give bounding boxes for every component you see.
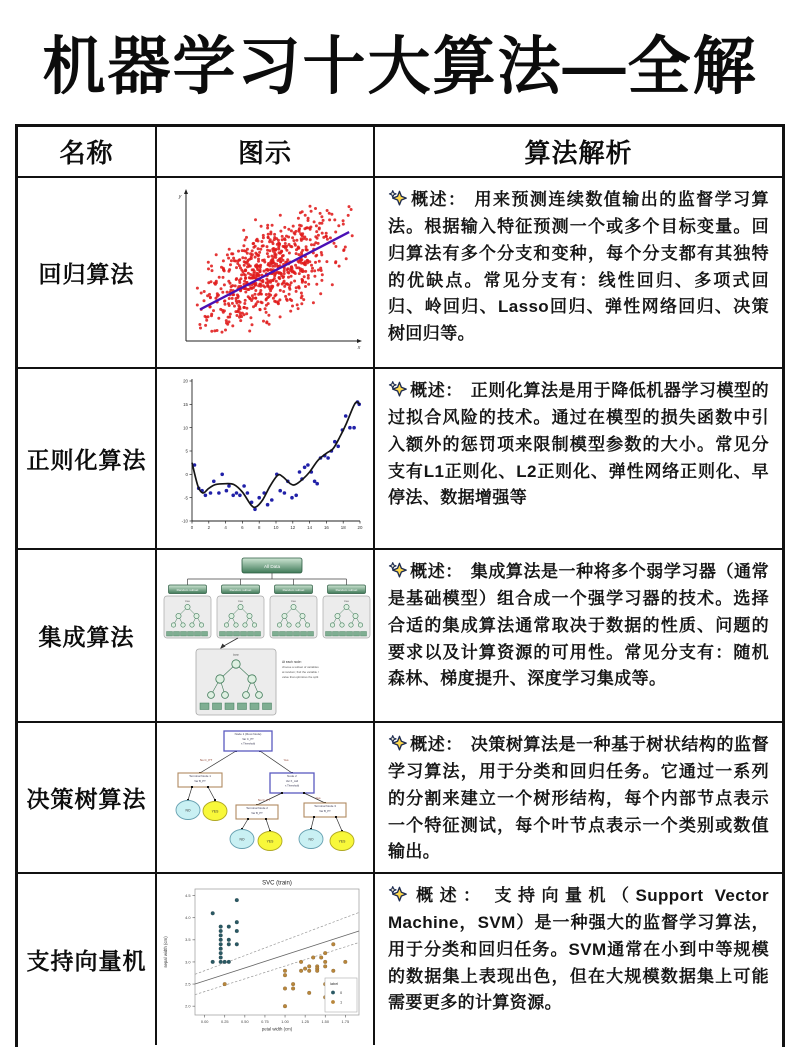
sparkles-icon	[388, 885, 407, 904]
svg-text:0: 0	[340, 989, 343, 995]
regression-scatter-illustration	[157, 178, 375, 367]
svg-text:0.25: 0.25	[220, 1018, 229, 1024]
svg-text:10: 10	[183, 424, 188, 430]
svg-text:1.25: 1.25	[301, 1018, 309, 1024]
svg-text:Terminal Node 3: Terminal Node 3	[314, 803, 336, 808]
svg-text:petal width (cm): petal width (cm)	[261, 1026, 293, 1031]
svg-text:≤ Threshold: ≤ Threshold	[284, 783, 300, 787]
svg-text:0.75: 0.75	[261, 1018, 269, 1024]
analysis-text: 决策树算法是一种基于树状结构的监督学习算法，用于分类和回归任务。它通过一系列的分割来建立一个树形结构，每个内部节点表示一个特征测试，每个叶节点表示一个类别或数值输出。	[388, 735, 769, 862]
table-row	[18, 369, 782, 550]
svg-text:NO: NO	[185, 807, 191, 812]
svg-text:1.00: 1.00	[281, 1018, 289, 1024]
overview-label: 概述：	[410, 886, 487, 905]
svg-text:Terminal Node 2: Terminal Node 2	[246, 805, 268, 810]
svg-text:tree: tree	[343, 598, 350, 603]
algorithm-analysis	[375, 178, 782, 367]
svg-text:0: 0	[185, 471, 188, 477]
svg-text:Var B_PT: Var B_PT	[251, 811, 263, 815]
svg-text:2.5: 2.5	[185, 980, 191, 986]
svg-text:Var C_PT: Var C_PT	[242, 737, 254, 741]
svg-text:YES: YES	[338, 838, 346, 843]
svg-text:5: 5	[185, 448, 188, 454]
svm-plot-illustration	[157, 874, 375, 1045]
svg-text:No C_PT: No C_PT	[257, 797, 271, 802]
svg-text:16: 16	[323, 524, 329, 530]
svg-text:8: 8	[257, 524, 261, 530]
svg-text:SVC (train): SVC (train)	[262, 880, 292, 886]
svg-text:Random subset: Random subset	[335, 587, 358, 592]
column-header-name: 名称	[18, 127, 157, 176]
sparkles-icon	[388, 561, 407, 580]
algorithm-name: 支持向量机	[18, 874, 157, 1045]
column-header-illustration: 图示	[157, 127, 375, 176]
svg-text:Random subset: Random subset	[176, 587, 199, 592]
svg-text:10: 10	[273, 524, 279, 530]
svg-text:15: 15	[183, 401, 188, 407]
svg-text:YES: YES	[211, 808, 219, 813]
table-row	[18, 178, 782, 369]
svg-text:0: 0	[190, 524, 194, 530]
svg-text:2: 2	[207, 524, 211, 530]
ensemble-diagram-illustration	[157, 550, 375, 721]
svg-text:Random subset: Random subset	[282, 587, 305, 592]
analysis-text: 用来预测连续数值输出的监督学习算法。根据输入特征预测一个或多个目标变量。回归算法有多个分支和变种，每个分支都有其独特的优缺点。常见分支有：线性回归、多项式回归、岭回归、Lasso回归、弹性网络回归、决策树回归等。	[388, 190, 769, 344]
svg-text:12: 12	[290, 524, 296, 530]
svg-text:value that optimizes the split: value that optimizes the split	[282, 674, 319, 679]
svg-text:label: label	[330, 980, 339, 986]
svg-text:20: 20	[183, 378, 188, 384]
overview-label: 概述：	[410, 735, 463, 754]
svg-text:Yes: Yes	[315, 795, 321, 800]
svg-text:NO: NO	[308, 836, 314, 841]
svg-text:tree: tree	[233, 652, 239, 657]
sparkles-icon	[388, 189, 407, 208]
svg-text:-10: -10	[181, 518, 188, 524]
algorithm-analysis	[375, 369, 782, 548]
svg-text:Node 1 (Root Node): Node 1 (Root Node)	[234, 731, 262, 736]
algorithm-name: 决策树算法	[18, 723, 157, 872]
algorithm-analysis	[375, 550, 782, 721]
table-row	[18, 874, 782, 1045]
svg-text:1.50: 1.50	[321, 1018, 330, 1024]
regularization-curve-illustration	[157, 369, 375, 548]
svg-text:y: y	[178, 193, 182, 200]
svg-text:6: 6	[241, 524, 244, 530]
algorithm-analysis	[375, 874, 782, 1045]
svg-text:1.75: 1.75	[341, 1018, 350, 1024]
svg-text:at random; find the variable /: at random; find the variable /	[282, 669, 319, 674]
svg-text:choose a subset of variables: choose a subset of variables	[282, 664, 319, 669]
algorithm-name: 回归算法	[18, 178, 157, 367]
svg-text:1: 1	[340, 999, 343, 1004]
svg-text:2.0: 2.0	[185, 1003, 191, 1009]
svg-text:All Data: All Data	[263, 563, 281, 569]
svg-text:Terminal Node 1: Terminal Node 1	[189, 773, 211, 778]
table-row	[18, 723, 782, 874]
svg-text:3.0: 3.0	[185, 958, 191, 964]
svg-text:0.00: 0.00	[200, 1018, 209, 1024]
algorithm-name: 正则化算法	[18, 369, 157, 548]
svg-text:Var B_PT: Var B_PT	[319, 809, 331, 813]
svg-text:4.0: 4.0	[185, 914, 191, 920]
algorithms-table	[15, 124, 785, 1047]
svg-text:YES: YES	[266, 838, 274, 843]
svg-text:NO: NO	[239, 836, 245, 841]
svg-text:tree: tree	[237, 598, 244, 603]
svg-text:4: 4	[224, 524, 227, 530]
table-row	[18, 550, 782, 723]
sparkles-icon	[388, 380, 407, 399]
svg-text:Var B_PT: Var B_PT	[194, 779, 206, 783]
svg-text:Var X_mid: Var X_mid	[285, 779, 299, 783]
decision-tree-illustration	[157, 723, 375, 872]
analysis-text: 支持向量机（Support Vector Machine，SVM）是一种强大的监督学习算法，用于分类和回归任务。SVM通常在小到中等规模的数据集上表现出色，但在大规模数据集上可能需要更多的计算资源。	[388, 886, 769, 1013]
overview-label: 概述：	[410, 381, 463, 400]
svg-text:At each node:: At each node:	[282, 659, 302, 664]
svg-text:3.5: 3.5	[185, 936, 191, 942]
page-title: 机器学习十大算法—全解	[42, 32, 758, 102]
table-header-row	[18, 127, 782, 178]
svg-text:tree: tree	[290, 598, 297, 603]
overview-label: 概述：	[410, 190, 467, 209]
svg-text:14: 14	[307, 524, 313, 530]
svg-text:≤ Threshold: ≤ Threshold	[240, 741, 256, 745]
svg-text:18: 18	[340, 524, 346, 530]
svg-text:tree: tree	[184, 598, 191, 603]
svg-text:Yes: Yes	[283, 757, 289, 762]
svg-text:4.5: 4.5	[185, 892, 191, 898]
analysis-text: 正则化算法是用于降低机器学习模型的过拟合风险的技术。通过在模型的损失函数中引入额外的惩罚项来限制模型参数的大小。常见分支有L1正则化、L2正则化、弹性网络正则化、早停法、数据增强等	[388, 381, 769, 508]
column-header-analysis: 算法解析	[524, 138, 633, 168]
svg-text:sepal width (cm): sepal width (cm)	[163, 935, 168, 968]
svg-text:0.50: 0.50	[241, 1018, 249, 1024]
svg-text:-5: -5	[184, 494, 188, 500]
overview-label: 概述：	[410, 562, 463, 581]
svg-text:No C_PT: No C_PT	[199, 757, 213, 762]
algorithm-analysis	[375, 723, 782, 872]
svg-text:x: x	[357, 344, 361, 351]
algorithm-name: 集成算法	[18, 550, 157, 721]
svg-text:Node 2: Node 2	[287, 773, 297, 778]
svg-text:Random subset: Random subset	[229, 587, 252, 592]
svg-text:20: 20	[357, 524, 363, 530]
sparkles-icon	[388, 734, 407, 753]
analysis-text: 集成算法是一种将多个弱学习器（通常是基础模型）组合成一个强学习器的技术。选择合适的集成算法通常取决于数据的性质、问题的要求以及计算资源的可用性。常见分支有：随机森林、梯度提升、深度学习集成等。	[388, 562, 769, 689]
